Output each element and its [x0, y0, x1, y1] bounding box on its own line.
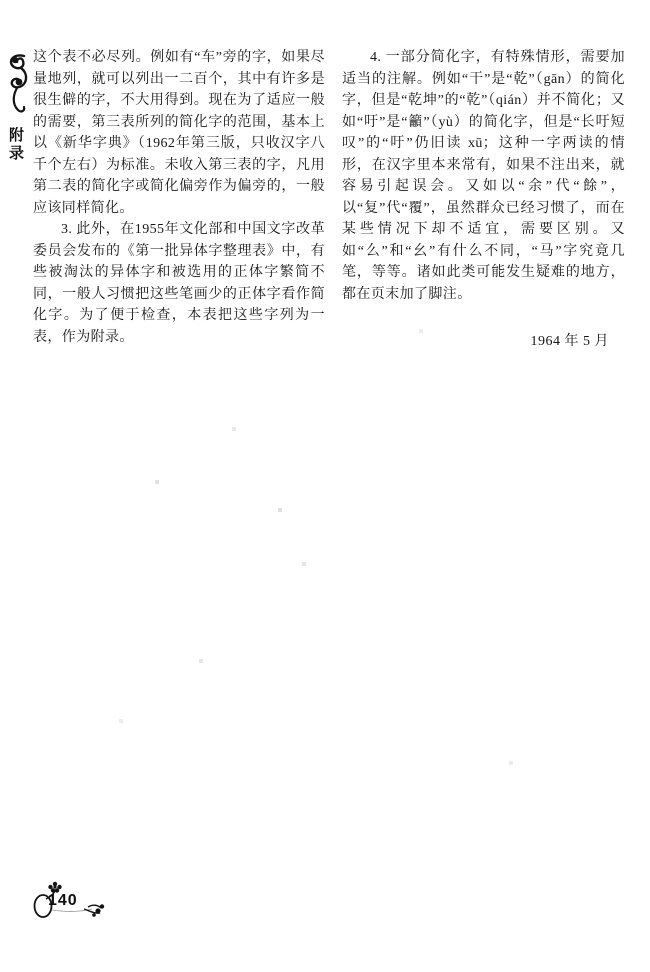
flower-ring-ornament-icon [32, 879, 132, 925]
paragraph: 4. 一部分简化字，有特殊情形，需要加适当的注解。例如“干”是“乾”（gān）的简化字，但是“乾坤”的“乾”（qián）并不简化；又如“吁”是“籲”（yù）的简化字，但是“长吁短叹”的“吁”仍旧读 xū；这种一字两读的情形，在汉字里本来常有，如果不注出来，就容易引起误会。又如以“余”代“餘”，以“复”代“覆”，虽然群众已经习惯了，而在某些情况下却不适宜，需要区别。又如“么”和“幺”有什么不同，“马”字究竟几笔，等等。诸如此类可能发生疑难的地方，都在页末加了脚注。 [342, 50, 625, 302]
scan-noise [0, 0, 2, 2]
sidebar-appendix-label: 附录 [7, 127, 23, 163]
date-line: 1964 年 5 月 [530, 334, 609, 349]
left-text-column [33, 47, 325, 348]
paragraph: 这个表不必尽列。例如有“车”旁的字，如果尽量地列，就可以列出一二百个，其中有许多是很生僻的字，不大用得到。现在为了适应一般的需要，第三表所列的简化字的范围，基本上以《新华字典》（1962年第三版，只收汉字八千个左右）为标准。未收入第三表的字，凡用第二表的简化字或简化偏旁作为偏旁的，一般应该同样简化。 [33, 50, 325, 216]
paragraph: 3. 此外，在1955年文化部和中国文字改革委员会发布的《第一批异体字整理表》中，有些被淘汰的异体字和被选用的正体字繁简不同，一般人习惯把这些笔画少的正体字看作简化字。为了便于检查，本表把这些字列为一表，作为附录。 [33, 222, 325, 345]
floral-flourish-icon [6, 52, 32, 118]
page-number: 140 [48, 892, 78, 909]
right-text-column [342, 47, 625, 350]
footer [32, 879, 132, 925]
